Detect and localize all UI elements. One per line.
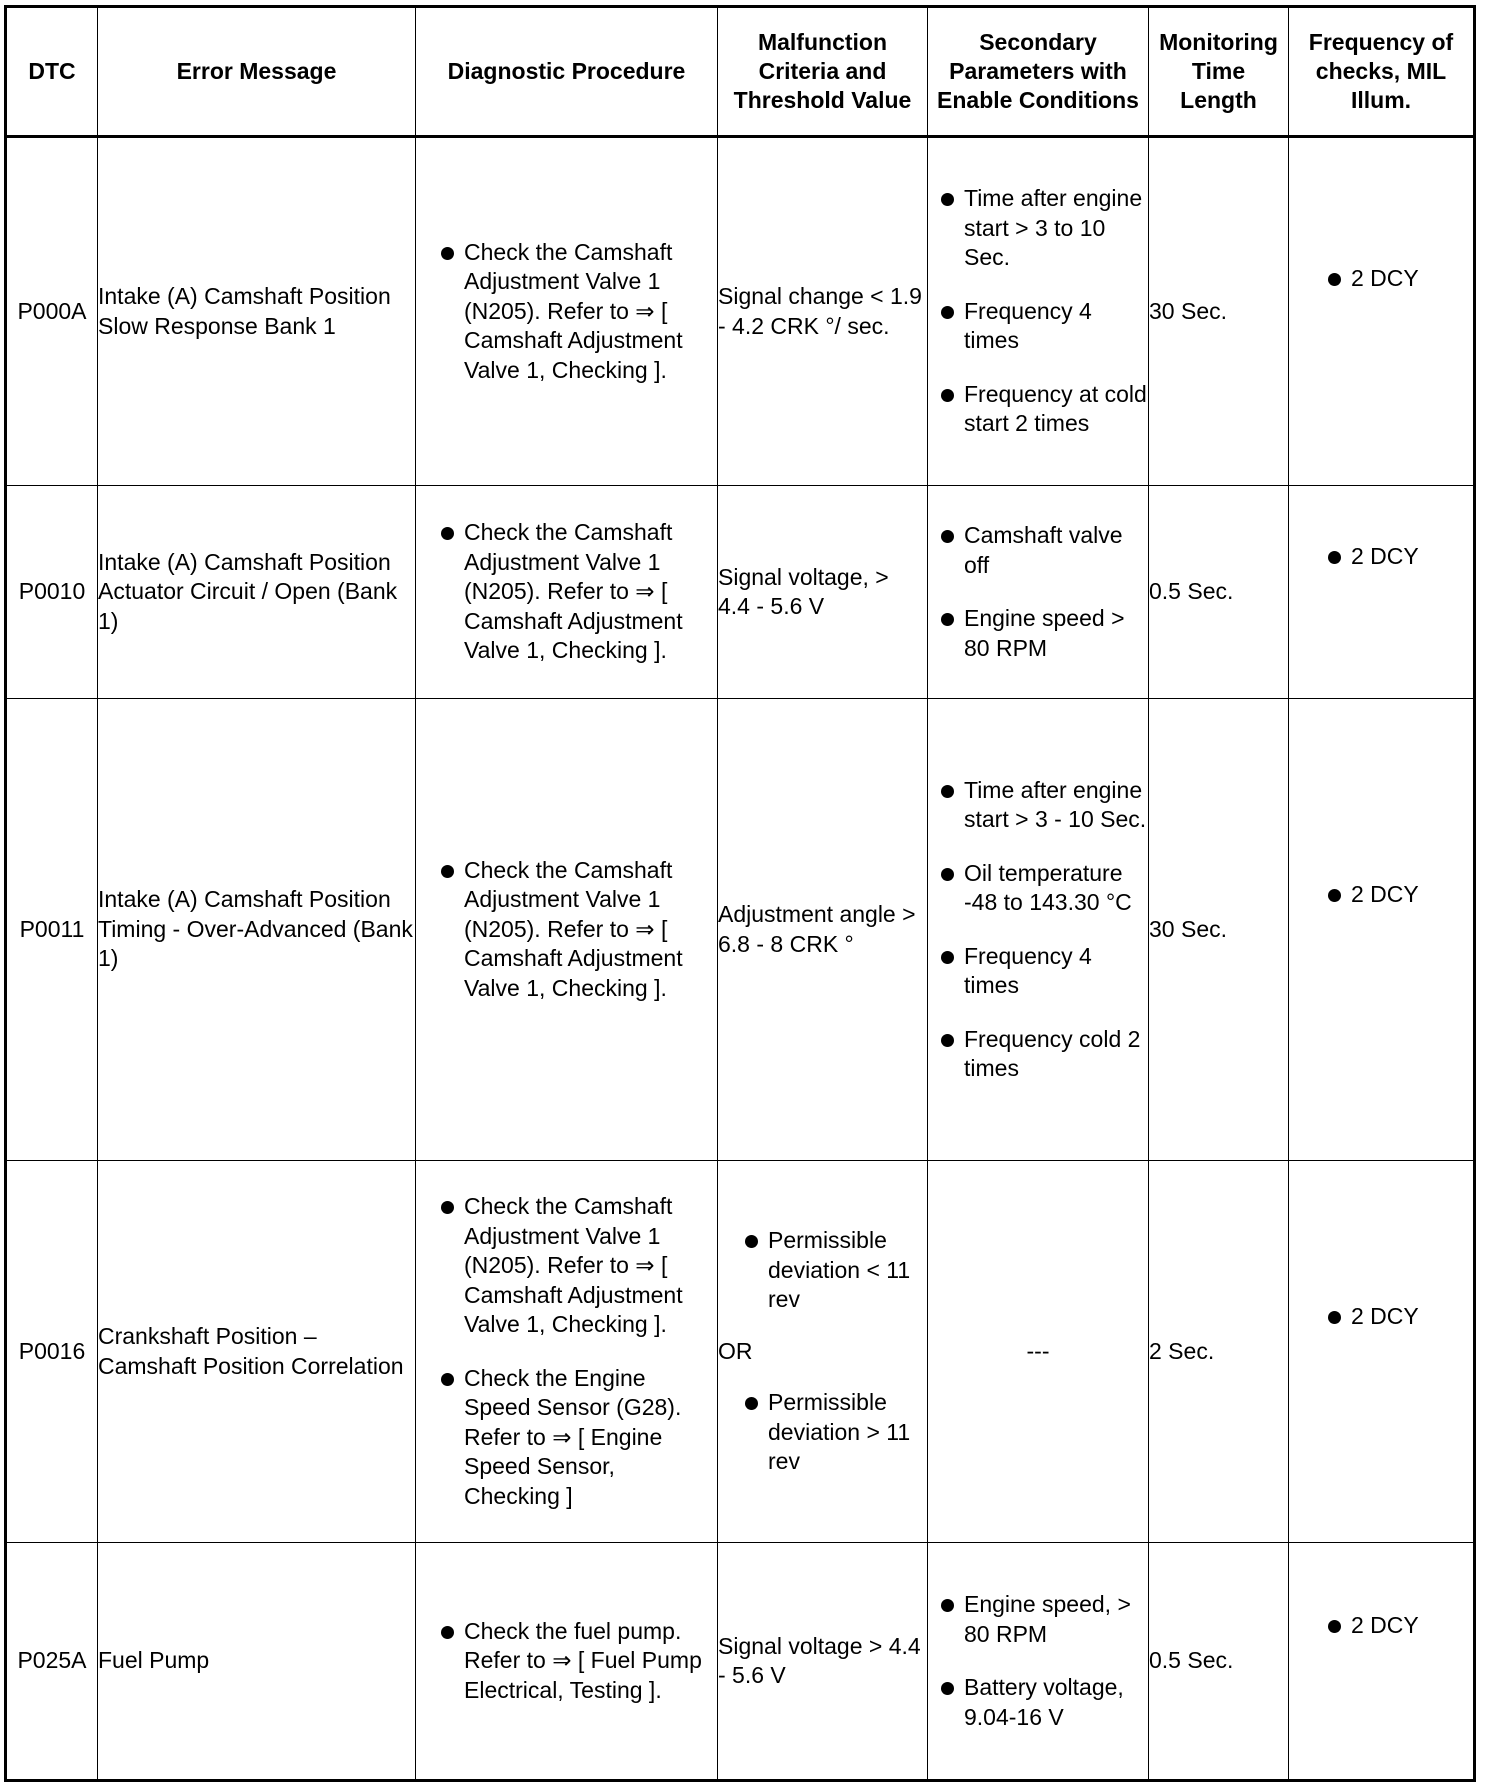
secondary-item: Engine speed > 80 RPM xyxy=(932,604,1148,663)
frequency-value: 2 DCY xyxy=(1319,542,1473,572)
dtc-code: P0016 xyxy=(6,1161,98,1543)
diagnostic-procedure xyxy=(416,137,718,486)
procedure-item: Check the Engine Speed Sensor (G28). Refer to ⇒ [ Engine Speed Sensor, Checking ] xyxy=(432,1364,717,1512)
frequency-value: 2 DCY xyxy=(1319,1611,1473,1641)
secondary-parameters xyxy=(928,486,1149,699)
table-row xyxy=(6,1161,1475,1543)
diagnostic-procedure xyxy=(416,1161,718,1543)
secondary-item: Engine speed, > 80 RPM xyxy=(932,1590,1148,1649)
table-row xyxy=(6,1543,1475,1781)
secondary-item: Oil temperature -48 to 143.30 °C xyxy=(932,859,1148,918)
procedure-item: Check the Camshaft Adjustment Valve 1 (N205). Refer to ⇒ [ Camshaft Adjustment Valve 1, Checking ]. xyxy=(432,518,717,666)
error-message: Intake (A) Camshaft Position Timing - Over-Advanced (Bank 1) xyxy=(98,699,416,1161)
header-secondary-parameters: Secondary Parameters with Enable Conditions xyxy=(928,7,1149,137)
error-message: Crankshaft Position – Camshaft Position Correlation xyxy=(98,1161,416,1543)
monitoring-time: 2 Sec. xyxy=(1149,1161,1289,1543)
dtc-code: P0010 xyxy=(6,486,98,699)
frequency-cell xyxy=(1289,699,1475,1161)
monitoring-time: 0.5 Sec. xyxy=(1149,1543,1289,1781)
header-monitoring-time: Monitoring Time Length xyxy=(1149,7,1289,137)
error-message: Intake (A) Camshaft Position Actuator Circuit / Open (Bank 1) xyxy=(98,486,416,699)
procedure-item: Check the Camshaft Adjustment Valve 1 (N205). Refer to ⇒ [ Camshaft Adjustment Valve 1, Checking ]. xyxy=(432,856,717,1004)
criteria-or: OR xyxy=(718,1337,753,1364)
secondary-item: Frequency at cold start 2 times xyxy=(932,380,1148,439)
header-malfunction-criteria: Malfunction Criteria and Threshold Value xyxy=(718,7,928,137)
secondary-item: Frequency cold 2 times xyxy=(932,1025,1148,1084)
diagnostic-procedure xyxy=(416,486,718,699)
header-row xyxy=(6,7,1475,137)
frequency-cell xyxy=(1289,486,1475,699)
diagnostic-procedure xyxy=(416,699,718,1161)
procedure-item: Check the Camshaft Adjustment Valve 1 (N205). Refer to ⇒ [ Camshaft Adjustment Valve 1, Checking ]. xyxy=(432,1192,717,1340)
table-row xyxy=(6,699,1475,1161)
monitoring-time: 30 Sec. xyxy=(1149,137,1289,486)
table-row xyxy=(6,137,1475,486)
error-message: Intake (A) Camshaft Position Slow Response Bank 1 xyxy=(98,137,416,486)
diagnostic-procedure xyxy=(416,1543,718,1781)
secondary-parameters: --- xyxy=(928,1161,1149,1543)
criteria-item: Permissible deviation > 11 rev xyxy=(736,1388,927,1477)
monitoring-time: 30 Sec. xyxy=(1149,699,1289,1161)
header-dtc: DTC xyxy=(6,7,98,137)
secondary-parameters xyxy=(928,1543,1149,1781)
secondary-item: Frequency 4 times xyxy=(932,942,1148,1001)
frequency-value: 2 DCY xyxy=(1319,1302,1473,1332)
malfunction-criteria: Adjustment angle > 6.8 - 8 CRK ° xyxy=(718,699,928,1161)
malfunction-criteria xyxy=(718,1161,928,1543)
procedure-item: Check the Camshaft Adjustment Valve 1 (N205). Refer to ⇒ [ Camshaft Adjustment Valve 1, Checking ]. xyxy=(432,238,717,386)
monitoring-time: 0.5 Sec. xyxy=(1149,486,1289,699)
dtc-code: P000A xyxy=(6,137,98,486)
secondary-item: Battery voltage, 9.04-16 V xyxy=(932,1673,1148,1732)
frequency-value: 2 DCY xyxy=(1319,880,1473,910)
malfunction-criteria: Signal change < 1.9 - 4.2 CRK °/ sec. xyxy=(718,137,928,486)
header-error-message: Error Message xyxy=(98,7,416,137)
secondary-item: Camshaft valve off xyxy=(932,521,1148,580)
procedure-item: Check the fuel pump. Refer to ⇒ [ Fuel Pump Electrical, Testing ]. xyxy=(432,1617,717,1706)
secondary-parameters xyxy=(928,699,1149,1161)
frequency-cell xyxy=(1289,137,1475,486)
dtc-table xyxy=(4,5,1476,1782)
header-diagnostic-procedure: Diagnostic Procedure xyxy=(416,7,718,137)
secondary-item: Time after engine start > 3 - 10 Sec. xyxy=(932,776,1148,835)
frequency-cell xyxy=(1289,1161,1475,1543)
frequency-value: 2 DCY xyxy=(1319,264,1473,294)
criteria-item: Permissible deviation < 11 rev xyxy=(736,1226,927,1315)
frequency-cell xyxy=(1289,1543,1475,1781)
secondary-item: Frequency 4 times xyxy=(932,297,1148,356)
malfunction-criteria: Signal voltage > 4.4 - 5.6 V xyxy=(718,1543,928,1781)
error-message: Fuel Pump xyxy=(98,1543,416,1781)
dtc-code: P025A xyxy=(6,1543,98,1781)
dtc-code: P0011 xyxy=(6,699,98,1161)
secondary-item: Time after engine start > 3 to 10 Sec. xyxy=(932,184,1148,273)
header-frequency: Frequency of checks, MIL Illum. xyxy=(1289,7,1475,137)
table-row xyxy=(6,486,1475,699)
secondary-parameters xyxy=(928,137,1149,486)
malfunction-criteria: Signal voltage, > 4.4 - 5.6 V xyxy=(718,486,928,699)
